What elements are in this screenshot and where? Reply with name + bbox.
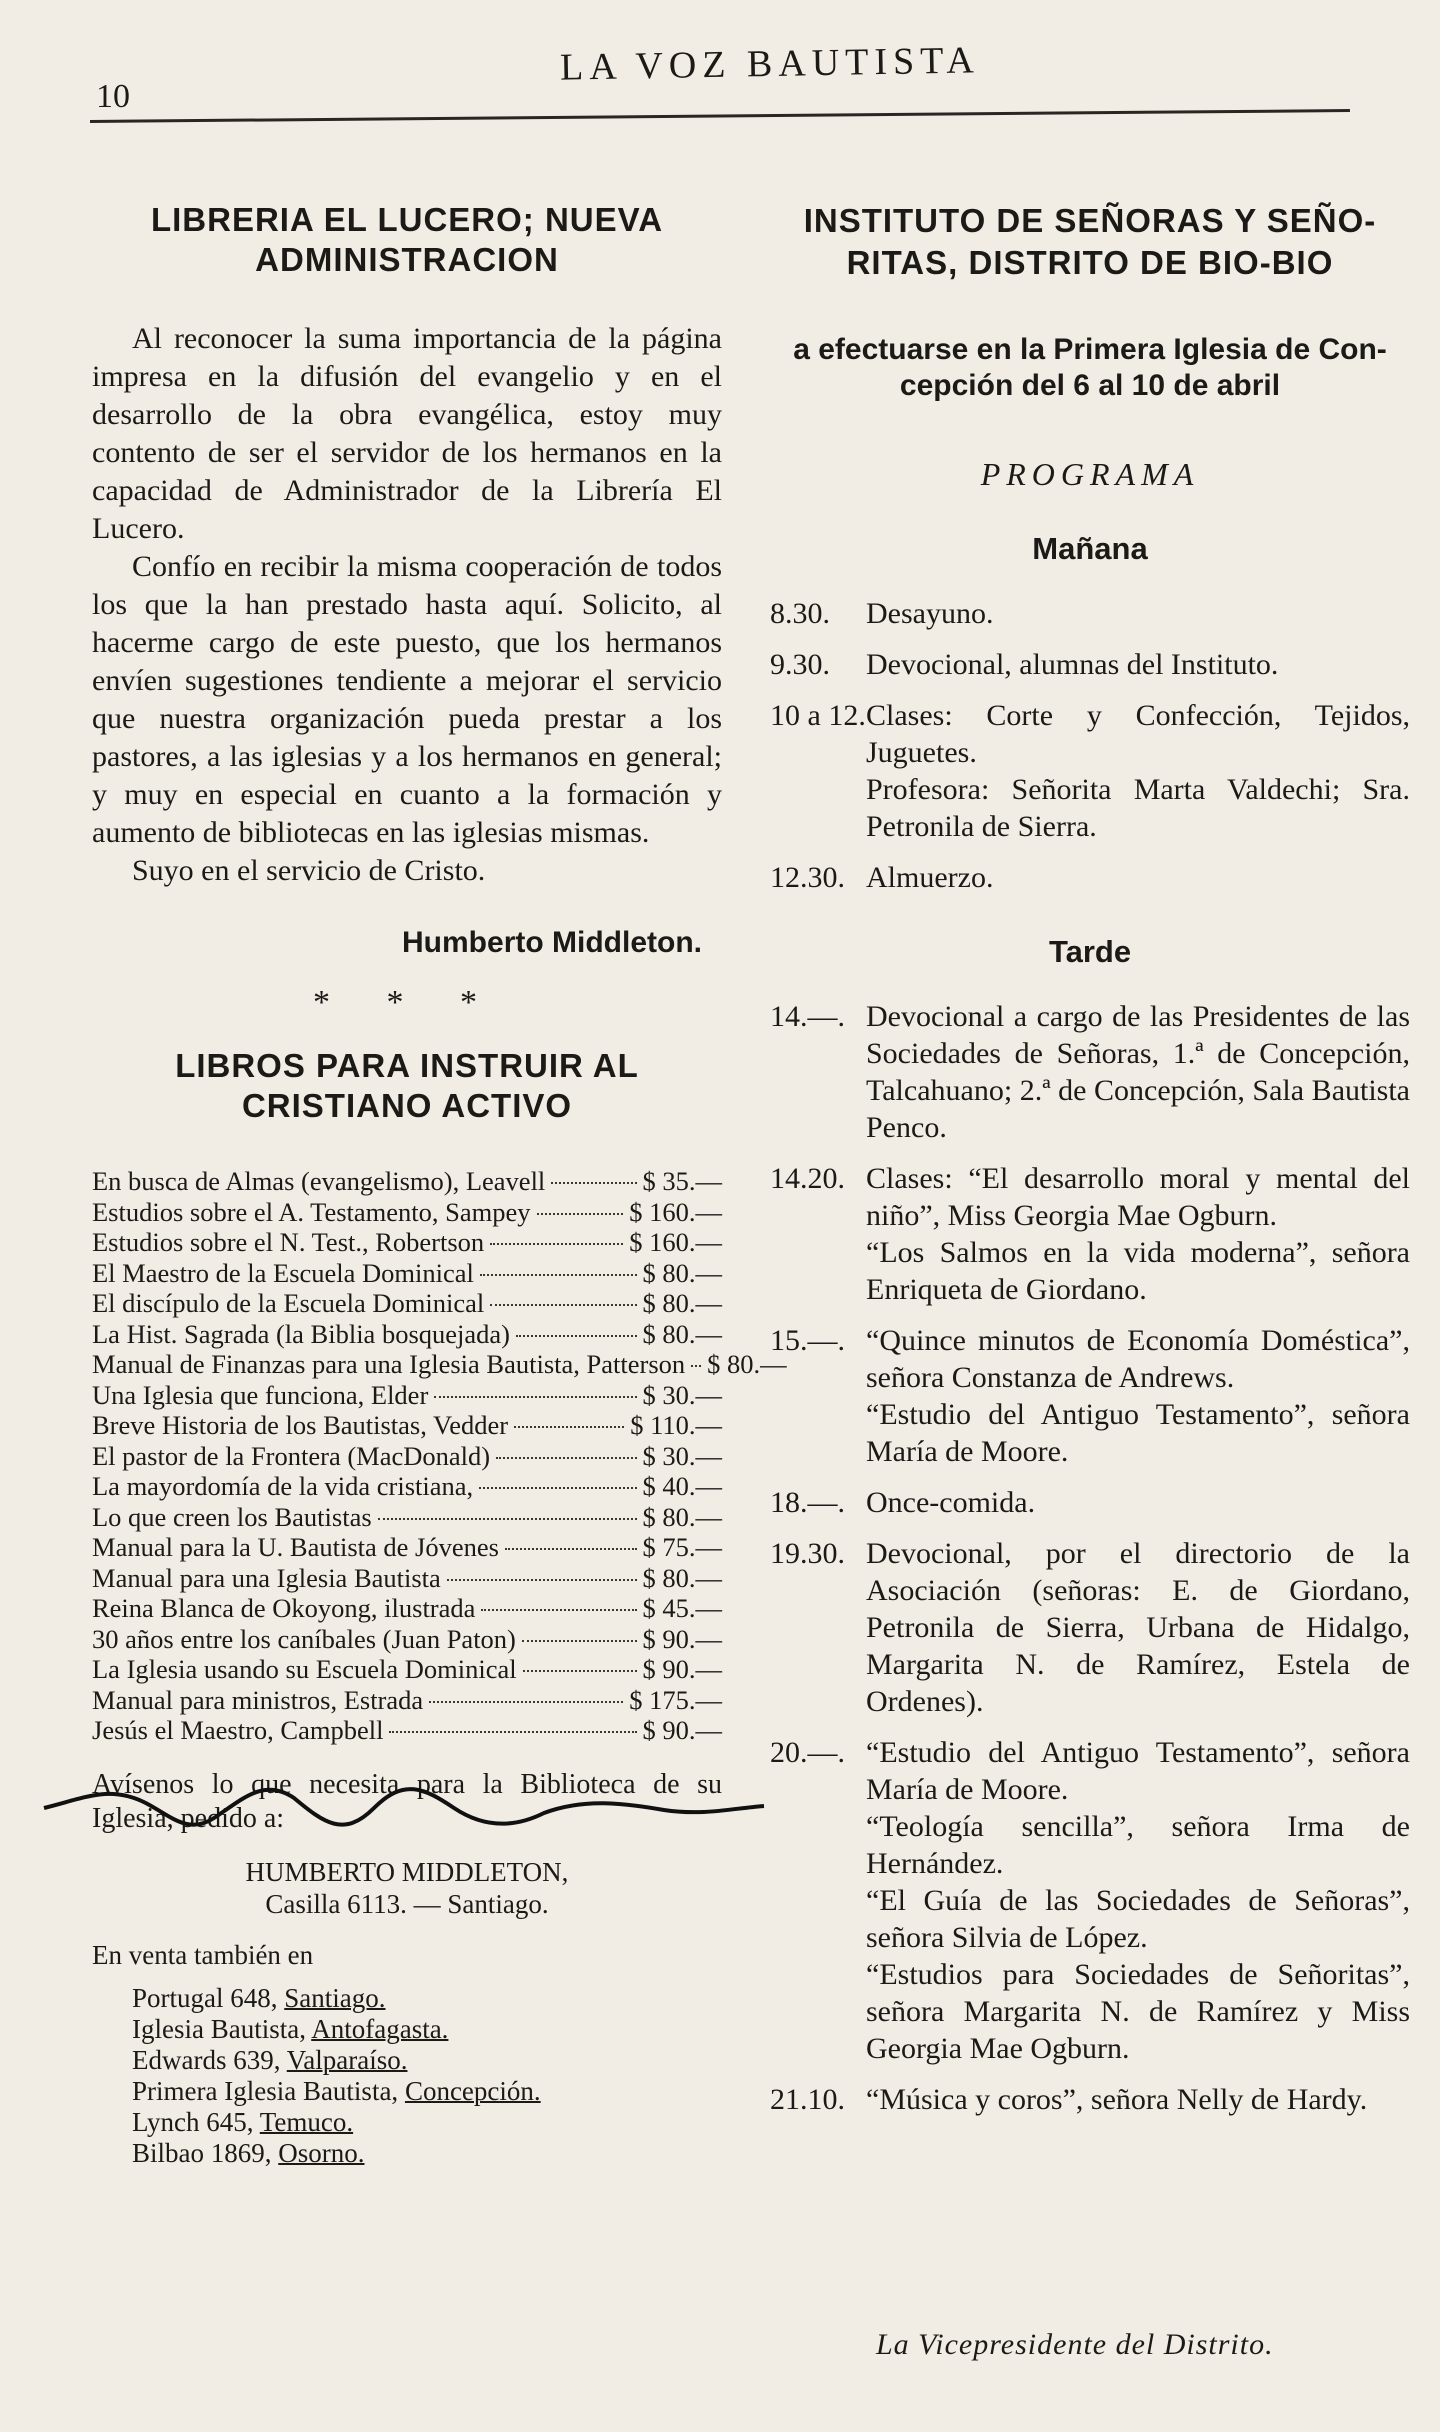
book-price: $ 110.—	[630, 1410, 722, 1440]
book-row	[92, 1380, 722, 1411]
schedule-line: “Quince minutos de Economía Doméstica”, señora Constanza de Andrews.	[866, 1324, 1410, 1394]
address-block	[92, 1856, 722, 1920]
book-list	[92, 1166, 787, 1746]
location-city: Temuco.	[259, 2106, 354, 2137]
book-title: La Iglesia usando su Escuela Dominical	[92, 1654, 517, 1684]
programa-label: PROGRAMA	[980, 456, 1200, 492]
book-title: Lo que creen los Bautistas	[92, 1501, 372, 1532]
schedule-time: 8.30.	[770, 597, 830, 630]
schedule-line: Profesora: Señorita Marta Valdechi; Sra. Petronila de Sierra.	[866, 773, 1410, 843]
schedule-item	[770, 1734, 1410, 2067]
book-price: $ 90.—	[642, 1623, 722, 1654]
book-row	[92, 1685, 722, 1716]
book-price: $ 80.—	[642, 1288, 722, 1318]
leader-dots	[389, 1731, 636, 1733]
schedule-text	[866, 859, 1410, 896]
book-row	[92, 1715, 722, 1746]
book-price: $ 80.—	[642, 1501, 722, 1532]
book-price: $ 175.—	[629, 1684, 722, 1715]
leader-dots	[447, 1579, 637, 1581]
book-price: $ 160.—	[629, 1196, 722, 1227]
schedule-line: “El Guía de las Sociedades de Señoras”, señora Silvia de López.	[866, 1884, 1410, 1954]
book-title: Manual para la U. Bautista de Jóvenes	[92, 1532, 499, 1562]
schedule-line: Devocional a cargo de las Presidentes de las Sociedades de Señoras, 1.ª de Concepción, Talcahuano; 2.ª de Concepción, Sala Bautista Penco.	[866, 1000, 1410, 1144]
schedule-time: 14.—.	[770, 1000, 845, 1033]
instituto-subtitle-line1: a efectuarse en la Primera Iglesia de Con-	[793, 333, 1387, 366]
book-row	[92, 1258, 722, 1289]
libros-title-line1: LIBROS PARA INSTRUIR AL	[175, 1047, 639, 1084]
book-row	[92, 1502, 722, 1533]
location-item	[132, 2076, 722, 2107]
schedule-text	[866, 595, 1410, 632]
schedule-line: Once-comida.	[866, 1486, 1036, 1519]
schedule-line: Devocional, por el directorio de la Asociación (señoras: E. de Giordano, Petronila de Sierra, Urbana de Hidalgo, Margarita N. de Ramírez, Estela de Ordenes).	[866, 1537, 1410, 1718]
book-row	[92, 1288, 722, 1319]
leader-dots	[537, 1213, 624, 1215]
schedule-time: 20.—.	[770, 1736, 845, 1769]
instituto-title-line1: INSTITUTO DE SEÑORAS Y SEÑO-	[803, 202, 1377, 239]
book-title: Una Iglesia que funciona, Elder	[92, 1379, 429, 1410]
schedule-line: Clases: Corte y Confección, Tejidos, Juguetes.	[866, 699, 1410, 769]
book-price: $ 80.—	[642, 1562, 722, 1593]
schedule-text	[866, 1734, 1410, 2067]
schedule-time: 21.10.	[770, 2083, 845, 2116]
schedule-time: 14.20.	[770, 1162, 845, 1195]
also-sold-label: En venta también en	[92, 1939, 314, 1970]
schedule-item	[770, 1535, 1410, 1720]
schedule-line: “Los Salmos en la vida moderna”, señora Enriqueta de Giordano.	[866, 1236, 1410, 1306]
schedule-text	[866, 697, 1410, 845]
location-city: Concepción.	[404, 2075, 541, 2106]
address-name: HUMBERTO MIDDLETON,	[245, 1856, 569, 1887]
book-row	[92, 1319, 722, 1350]
book-title: En busca de Almas (evangelismo), Leavell	[92, 1166, 546, 1196]
schedule-line: “Estudio del Antiguo Testamento”, señora María de Moore.	[866, 1398, 1410, 1468]
book-price: $ 75.—	[642, 1532, 722, 1562]
leader-dots	[496, 1457, 636, 1459]
schedule-item	[770, 1484, 1410, 1521]
book-title: Manual para ministros, Estrada	[92, 1684, 424, 1715]
schedule-item	[770, 1160, 1410, 1308]
location-address: Lynch 645,	[132, 2106, 254, 2137]
book-price: $ 30.—	[642, 1379, 722, 1410]
schedule-line: “Música y coros”, señora Nelly de Hardy.	[866, 2083, 1368, 2116]
schedule-item	[770, 2081, 1410, 2118]
location-item	[132, 2107, 722, 2138]
leader-dots	[516, 1335, 637, 1337]
book-price: $ 80.—	[707, 1349, 787, 1379]
book-title: El Maestro de la Escuela Dominical	[92, 1257, 474, 1288]
manana-title: Mañana	[1032, 531, 1148, 566]
schedule-item	[770, 595, 1410, 632]
tarde-title: Tarde	[1048, 934, 1132, 969]
leader-dots	[551, 1182, 636, 1184]
location-item	[132, 2045, 722, 2076]
leader-dots	[480, 1274, 637, 1276]
leader-dots	[514, 1426, 624, 1428]
book-title: La Hist. Sagrada (la Biblia bosquejada)	[92, 1318, 510, 1349]
schedule-item	[770, 859, 1410, 896]
schedule-text	[866, 998, 1410, 1146]
closing-signature: La Vicepresidente del Distrito.	[876, 2328, 1274, 2361]
location-item	[132, 2014, 722, 2045]
book-price: $ 90.—	[642, 1654, 722, 1684]
leader-dots	[481, 1609, 636, 1611]
book-price: $ 80.—	[642, 1318, 722, 1349]
schedule-line: Almuerzo.	[866, 861, 994, 894]
libreria-paragraph: Al reconocer la suma importancia de la página impresa en la difusión del evangelio y en el desarrollo de la obra evangélica, estoy muy contento de ser el servidor de los hermanos en la capacidad de Administrador de la Librería El Lucero.	[92, 322, 722, 545]
leader-dots	[479, 1487, 636, 1489]
location-address: Portugal 648,	[132, 1982, 278, 2013]
leader-dots	[429, 1701, 623, 1703]
schedule-line: “Estudios para Sociedades de Señoritas”, señora Margarita N. de Ramírez y Miss Georgia Mae Ogburn.	[866, 1958, 1410, 2065]
schedule-item	[770, 697, 1410, 845]
book-row	[92, 1441, 722, 1472]
book-title: Reina Blanca de Okoyong, ilustrada	[92, 1593, 476, 1623]
location-address: Edwards 639,	[132, 2044, 281, 2075]
book-row	[92, 1166, 722, 1197]
page-number: 10	[96, 78, 130, 115]
leader-dots	[505, 1548, 637, 1550]
right-column	[770, 200, 1410, 2132]
leader-dots	[691, 1365, 701, 1367]
schedule-item	[770, 646, 1410, 683]
schedule-time: 10 a 12.	[770, 699, 866, 732]
libreria-title-line2: ADMINISTRACION	[255, 241, 559, 278]
libreria-paragraph: Suyo en el servicio de Cristo.	[132, 854, 486, 887]
schedule-time: 12.30.	[770, 861, 845, 894]
left-column	[92, 200, 787, 2169]
leader-dots	[490, 1304, 636, 1306]
location-item	[132, 2138, 722, 2169]
header-rule	[90, 109, 1350, 123]
schedule-time: 15.—.	[770, 1324, 845, 1357]
book-title: Breve Historia de los Bautistas, Vedder	[92, 1410, 509, 1440]
leader-dots	[434, 1396, 636, 1398]
schedule-line: Devocional, alumnas del Instituto.	[866, 648, 1279, 681]
book-row	[92, 1197, 722, 1228]
book-row	[92, 1471, 722, 1502]
schedule-line: “Estudio del Antiguo Testamento”, señora María de Moore.	[866, 1736, 1410, 1806]
schedule-text	[866, 646, 1410, 683]
book-title: Jesús el Maestro, Campbell	[92, 1715, 384, 1745]
book-price: $ 80.—	[642, 1257, 722, 1288]
book-title: 30 años entre los caníbales (Juan Paton)	[92, 1623, 516, 1654]
libreria-signature: Humberto Middleton.	[402, 926, 702, 959]
schedule-line: Desayuno.	[866, 597, 994, 630]
book-row	[92, 1532, 722, 1563]
schedule-line: Clases: “El desarrollo moral y mental del niño”, Miss Georgia Mae Ogburn.	[866, 1162, 1410, 1232]
schedule-line: “Teología sencilla”, señora Irma de Hernández.	[866, 1810, 1410, 1880]
location-city: Osorno.	[278, 2137, 365, 2168]
location-address: Primera Iglesia Bautista,	[132, 2075, 399, 2106]
schedule-item	[770, 1322, 1410, 1470]
separator-stars: * * *	[313, 984, 501, 1021]
book-row	[92, 1227, 722, 1258]
leader-dots	[378, 1518, 637, 1520]
book-title: Manual de Finanzas para una Iglesia Bautista, Patterson	[92, 1349, 686, 1379]
book-row	[92, 1349, 787, 1380]
schedule-text	[866, 2081, 1410, 2118]
location-item	[132, 1983, 722, 2014]
libreria-title-line1: LIBRERIA EL LUCERO; NUEVA	[150, 201, 664, 238]
location-list	[132, 1983, 722, 2169]
article-libreria	[92, 200, 722, 960]
ask-note	[92, 1768, 722, 1836]
location-city: Santiago.	[284, 1982, 386, 2013]
schedule-time: 19.30.	[770, 1537, 845, 1570]
location-address: Iglesia Bautista,	[132, 2013, 306, 2044]
running-title: LA VOZ BAUTISTA	[559, 39, 981, 89]
instituto-title-line2: RITAS, DISTRITO DE BIO-BIO	[846, 244, 1334, 281]
book-row	[92, 1410, 722, 1441]
location-city: Valparaíso.	[286, 2044, 408, 2075]
book-title: El pastor de la Frontera (MacDonald)	[92, 1440, 491, 1471]
location-address: Bilbao 1869,	[132, 2137, 272, 2168]
book-title: Estudios sobre el A. Testamento, Sampey	[92, 1196, 531, 1227]
manana-schedule	[770, 595, 1410, 896]
location-city: Antofagasta.	[311, 2013, 449, 2044]
book-price: $ 40.—	[642, 1471, 722, 1501]
book-row	[92, 1593, 722, 1624]
leader-dots	[490, 1243, 623, 1245]
book-row	[92, 1624, 722, 1655]
book-price: $ 160.—	[629, 1227, 722, 1257]
book-price: $ 35.—	[642, 1166, 722, 1196]
schedule-time: 9.30.	[770, 648, 830, 681]
book-price: $ 30.—	[642, 1440, 722, 1471]
book-row	[92, 1654, 722, 1685]
scribble-mark	[44, 1768, 764, 1848]
leader-dots	[522, 1640, 637, 1642]
libreria-paragraph: Confío en recibir la misma cooperación de todos los que la han prestado hasta aquí. Solicito, al hacerme cargo de este puesto, que los hermanos envíen sugestiones tendiente a mejorar el servicio que nuestra organización pueda prestar a los pastores, a las iglesias y a los hermanos en general; y muy en especial en cuanto a la formación y aumento de bibliotecas en las iglesias mismas.	[92, 550, 722, 849]
instituto-subtitle-line2: cepción del 6 al 10 de abril	[899, 369, 1281, 402]
leader-dots	[523, 1670, 637, 1672]
book-title: Manual para una Iglesia Bautista	[92, 1562, 441, 1593]
address-line: Casilla 6113. — Santiago.	[265, 1888, 549, 1919]
schedule-text	[866, 1484, 1410, 1521]
schedule-text	[866, 1535, 1410, 1720]
libros-title-line2: CRISTIANO ACTIVO	[241, 1087, 573, 1124]
book-price: $ 90.—	[642, 1715, 722, 1745]
tarde-schedule	[770, 998, 1410, 2118]
ask-text: Avísenos lo que necesita para la Biblioteca de su Iglesia, pedido a:	[92, 1768, 722, 1834]
book-title: El discípulo de la Escuela Dominical	[92, 1288, 485, 1318]
article-libros	[92, 1046, 787, 2169]
book-row	[92, 1563, 722, 1594]
schedule-text	[866, 1160, 1410, 1308]
book-price: $ 45.—	[642, 1593, 722, 1623]
schedule-item	[770, 998, 1410, 1146]
schedule-time: 18.—.	[770, 1486, 845, 1519]
book-title: La mayordomía de la vida cristiana,	[92, 1471, 474, 1501]
schedule-text	[866, 1322, 1410, 1470]
book-title: Estudios sobre el N. Test., Robertson	[92, 1227, 485, 1257]
